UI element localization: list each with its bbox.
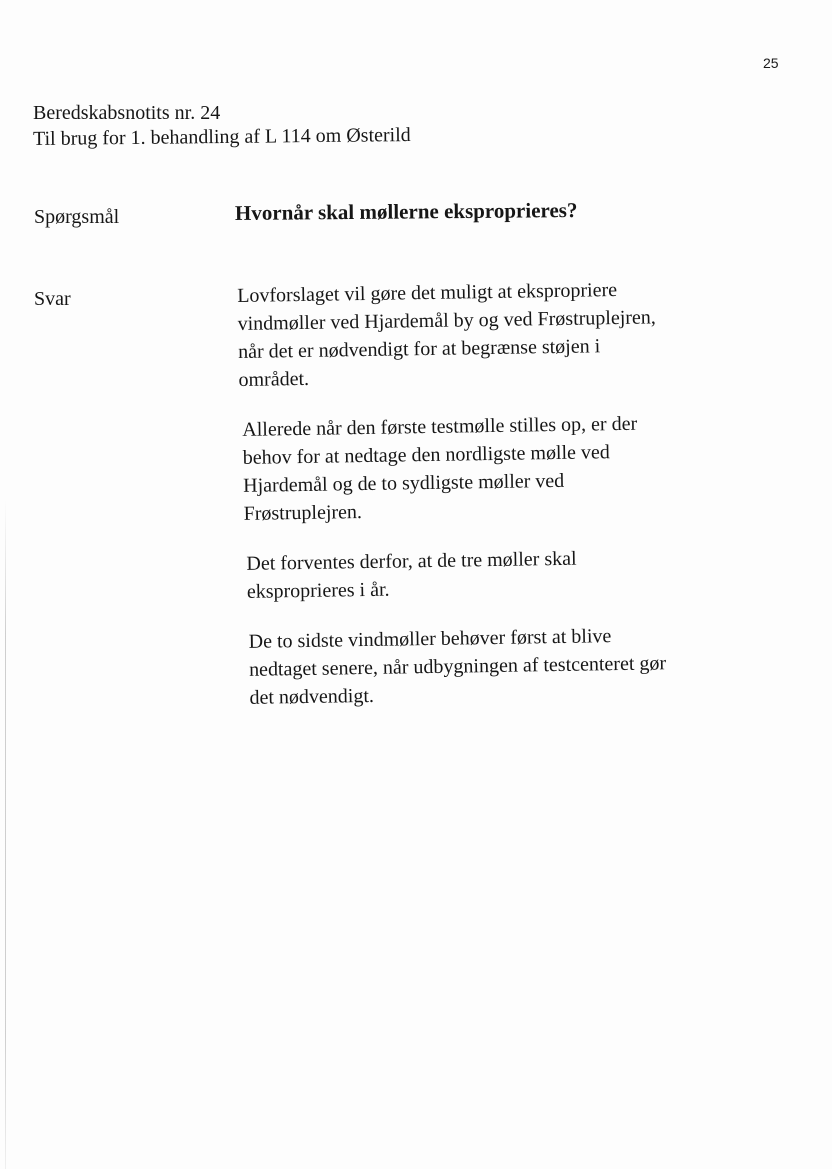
question-text: Hvornår skal møllerne eksproprieres?	[234, 198, 578, 225]
answer-line: eksproprieres i år.	[246, 578, 390, 603]
answer-line: De to sidste vindmøller behøver først at blive	[248, 625, 612, 653]
answer-paragraph	[248, 620, 743, 712]
answer-paragraph	[242, 408, 741, 528]
document-header	[33, 100, 411, 152]
answer-line: nedtaget senere, når udbygningen af testcenteret gør	[248, 652, 667, 681]
answer-paragraph	[246, 542, 742, 606]
answer-line: det nødvendigt.	[249, 684, 375, 709]
scan-edge-line	[5, 500, 6, 1169]
answer-paragraph	[237, 274, 739, 394]
header-title: Beredskabsnotits nr. 24	[33, 102, 221, 124]
answer-line: Frøstruplejren.	[243, 501, 363, 525]
question-label: Spørgsmål	[34, 206, 120, 228]
answer-line: vindmøller ved Hjardemål by og ved Frøstruplejren,	[237, 306, 657, 335]
answer-body	[237, 274, 744, 734]
answer-line: Lovforslaget vil gøre det muligt at ekspropriere	[237, 279, 618, 307]
page-number: 25	[763, 55, 779, 71]
answer-line: Det forventes derfor, at de tre møller skal	[246, 547, 577, 575]
answer-line: behov for at nedtage den nordligste mølle ved	[242, 441, 611, 469]
answer-line: området.	[238, 367, 310, 391]
answer-line: Hjardemål og de to sydligste møller ved	[243, 469, 565, 497]
answer-label: Svar	[34, 288, 71, 310]
answer-line: når det er nødvendigt for at begrænse støjen i	[237, 335, 601, 363]
header-subtitle: Til brug for 1. behandling af L 114 om Østerild	[32, 124, 411, 150]
answer-line: Allerede når den første testmølle stilles op, er der	[242, 412, 638, 441]
